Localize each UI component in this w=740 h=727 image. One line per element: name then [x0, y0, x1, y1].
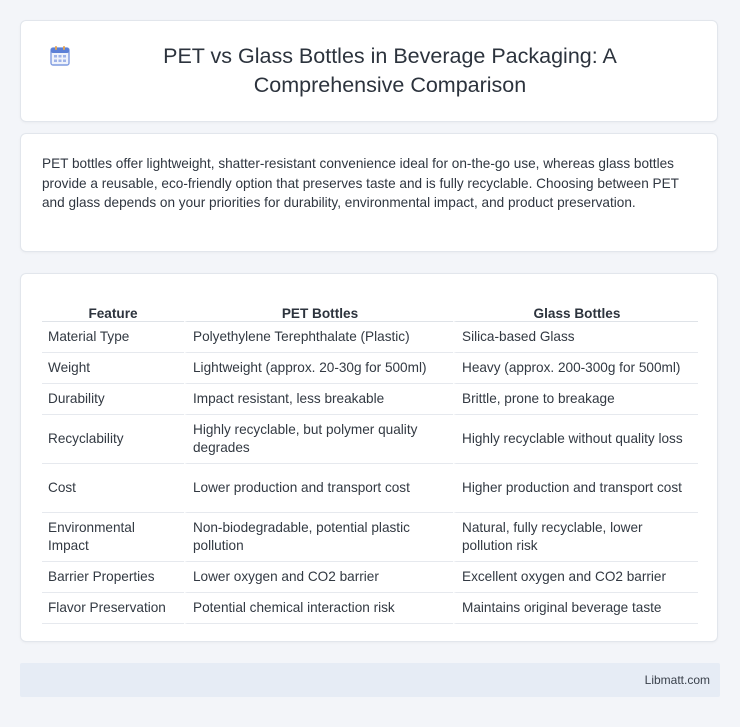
footer-bar: [20, 663, 720, 697]
header-feature: Feature: [42, 294, 184, 322]
pet-cell: Polyethylene Terephthalate (Plastic): [184, 322, 453, 353]
feature-cell: Material Type: [42, 322, 184, 353]
feature-cell: Flavor Preservation: [42, 593, 184, 624]
glass-cell: Brittle, prone to breakage: [453, 384, 698, 415]
glass-cell: Heavy (approx. 200-300g for 500ml): [453, 353, 698, 384]
pet-cell: Lightweight (approx. 20-30g for 500ml): [184, 353, 453, 384]
title-card: [20, 20, 718, 122]
table-row: [42, 384, 698, 415]
pet-cell: Lower oxygen and CO2 barrier: [184, 562, 453, 593]
pet-cell: Potential chemical interaction risk: [184, 593, 453, 624]
feature-cell: Cost: [42, 464, 184, 513]
table-row: [42, 513, 698, 562]
page-title: PET vs Glass Bottles in Beverage Packaging: A Comprehensive Comparison: [163, 44, 617, 97]
feature-cell: Barrier Properties: [42, 562, 184, 593]
table-row: [42, 562, 698, 593]
header-pet: PET Bottles: [184, 294, 453, 322]
intro-paragraph: PET bottles offer lightweight, shatter-resistant convenience ideal for on-the-go use, whereas glass bottles provide a reusable, eco-friendly option that preserves taste and is fully recyclable. Choosing between PET and glass depends on your priorities for durability, environmental impact, and product preservation.: [42, 156, 679, 210]
pet-cell: Highly recyclable, but polymer quality degrades: [184, 415, 453, 464]
feature-cell: Durability: [42, 384, 184, 415]
header-glass: Glass Bottles: [453, 294, 698, 322]
table-header-row: [42, 294, 698, 322]
glass-cell: Highly recyclable without quality loss: [453, 415, 698, 464]
comparison-card: [20, 273, 718, 642]
pet-cell: Lower production and transport cost: [184, 464, 453, 513]
footer-brand-link[interactable]: Libmatt.com: [644, 673, 710, 687]
glass-cell: Natural, fully recyclable, lower pollution risk: [453, 513, 698, 562]
intro-card: [20, 133, 718, 252]
title-wrap: [49, 42, 689, 100]
pet-cell: Impact resistant, less breakable: [184, 384, 453, 415]
glass-cell: Excellent oxygen and CO2 barrier: [453, 562, 698, 593]
table-row: [42, 415, 698, 464]
comparison-table: [42, 294, 698, 624]
table-row: [42, 322, 698, 353]
glass-cell: Maintains original beverage taste: [453, 593, 698, 624]
table-row: [42, 593, 698, 624]
pet-cell: Non-biodegradable, potential plastic pollution: [184, 513, 453, 562]
feature-cell: Environmental Impact: [42, 513, 184, 562]
table-row: [42, 464, 698, 513]
feature-cell: Recyclability: [42, 415, 184, 464]
table-row: [42, 353, 698, 384]
calendar-icon: [49, 45, 71, 67]
glass-cell: Higher production and transport cost: [453, 464, 698, 513]
glass-cell: Silica-based Glass: [453, 322, 698, 353]
feature-cell: Weight: [42, 353, 184, 384]
